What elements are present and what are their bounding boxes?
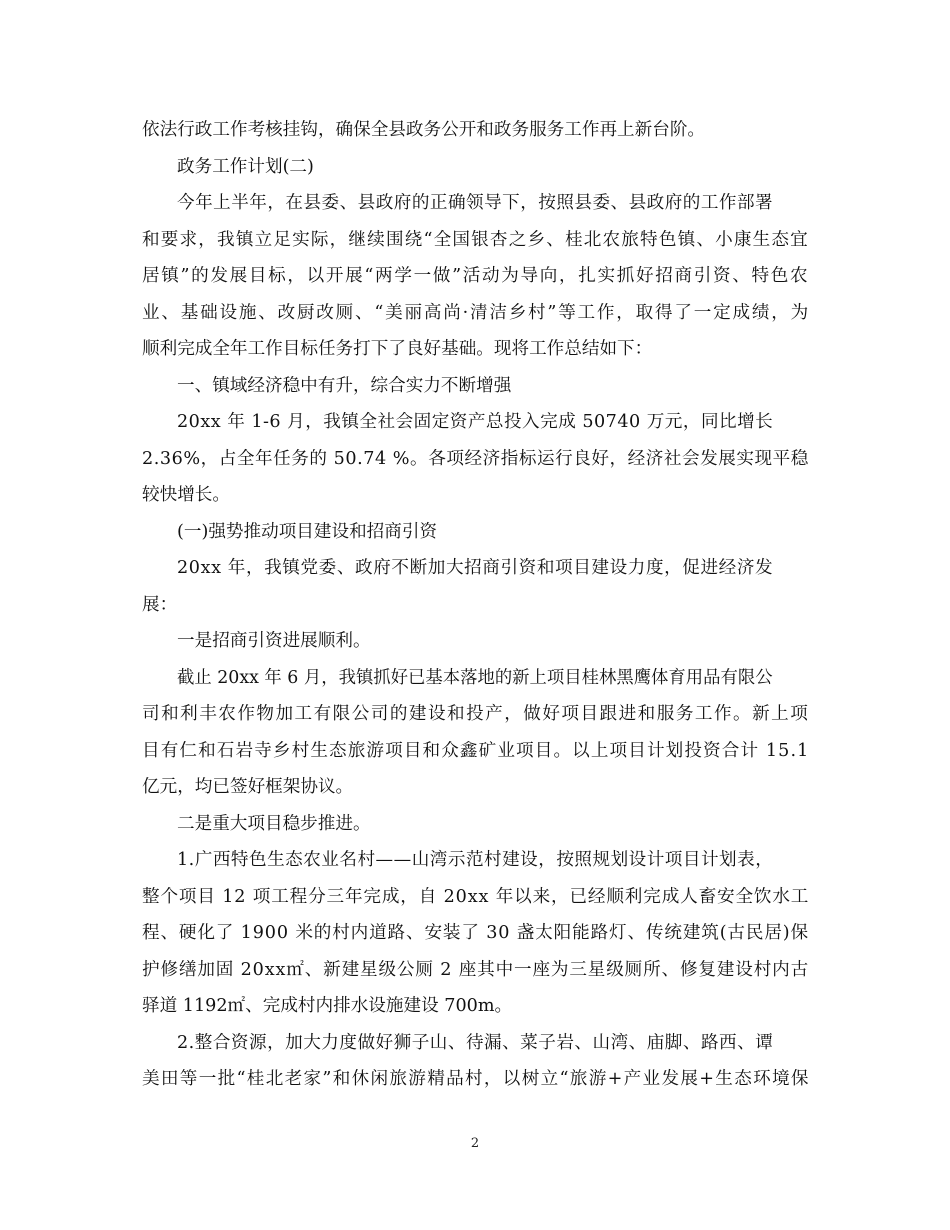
- text-line: 和要求，我镇立足实际，继续围绕“全国银杏之乡、桂北农旅特色镇、小康生态宜: [142, 229, 809, 250]
- text-line: 程、硬化了 1900 米的村内道路、安装了 30 盏太阳能路灯、传统建筑(古民居)保: [142, 923, 809, 943]
- text-line: 业、基础设施、改厨改厕、“美丽高尚·清洁乡村”等工作，取得了一定成绩，为: [142, 302, 810, 323]
- text-line: 亿元，均已签好框架协议。: [142, 777, 354, 797]
- text-line: 2.整合资源，加大力度做好狮子山、待漏、菜子岩、山湾、庙脚、路西、谭: [177, 1032, 774, 1053]
- text-line: 一是招商引资进展顺利。: [177, 631, 371, 651]
- text-line: 目有仁和石岩寺乡村生态旅游项目和众鑫矿业项目。以上项目计划投资合计 15.1: [142, 740, 810, 761]
- text-line: 政务工作计划(二): [177, 156, 314, 177]
- document-body: [142, 112, 808, 1098]
- text-line: 美田等一批“桂北老家”和休闲旅游精品村，以树立“旅游+产业发展+生态环境保: [142, 1069, 810, 1089]
- text-line: 20xx 年，我镇党委、政府不断加大招商引资和项目建设力度，促进经济发: [177, 558, 774, 578]
- text-line: 1.广西特色生态农业名村——山湾示范村建设，按照规划设计项目计划表，: [177, 850, 774, 870]
- text-line: 今年上半年，在县委、县政府的正确领导下，按照县委、县政府的工作部署: [177, 193, 774, 213]
- text-line: 截止 20xx 年 6 月，我镇抓好已基本落地的新上项目桂林黑鹰体育用品有限公: [177, 667, 773, 688]
- text-line: 护修缮加固 20xx㎡、新建星级公厕 2 座其中一座为三星级厕所、修复建设村内古: [142, 959, 810, 980]
- text-line: (一)强势推动项目建设和招商引资: [177, 521, 438, 542]
- text-line: 居镇”的发展目标，以开展“两学一做”活动为导向，扎实抓好招商引资、特色农: [142, 266, 810, 286]
- text-line: 2.36%，占全年任务的 50.74 %。各项经济指标运行良好，经济社会发展实现平稳: [142, 448, 809, 469]
- text-line: 依法行政工作考核挂钩，确保全县政务公开和政务服务工作再上新台阶。: [142, 120, 706, 140]
- text-line: 司和利丰农作物加工有限公司的建设和投产，做好项目跟进和服务工作。新上项: [142, 704, 810, 724]
- text-line: 20xx 年 1-6 月，我镇全社会固定资产总投入完成 50740 万元，同比增长: [177, 412, 774, 432]
- text-line: 展：: [142, 594, 178, 615]
- text-line: 顺利完成全年工作目标任务打下了良好基础。现将工作总结如下：: [142, 339, 653, 359]
- text-line: 整个项目 12 项工程分三年完成，自 20xx 年以来，已经顺利完成人畜安全饮水工: [142, 886, 810, 907]
- text-line: 驿道 1192㎡、完成村内排水设施建设 700m。: [142, 996, 513, 1016]
- page-number: 2: [470, 1136, 480, 1151]
- text-line: 一、镇域经济稳中有升，综合实力不断增强: [177, 375, 512, 396]
- text-line: 二是重大项目稳步推进。: [177, 813, 371, 834]
- text-line: 较快增长。: [142, 485, 230, 505]
